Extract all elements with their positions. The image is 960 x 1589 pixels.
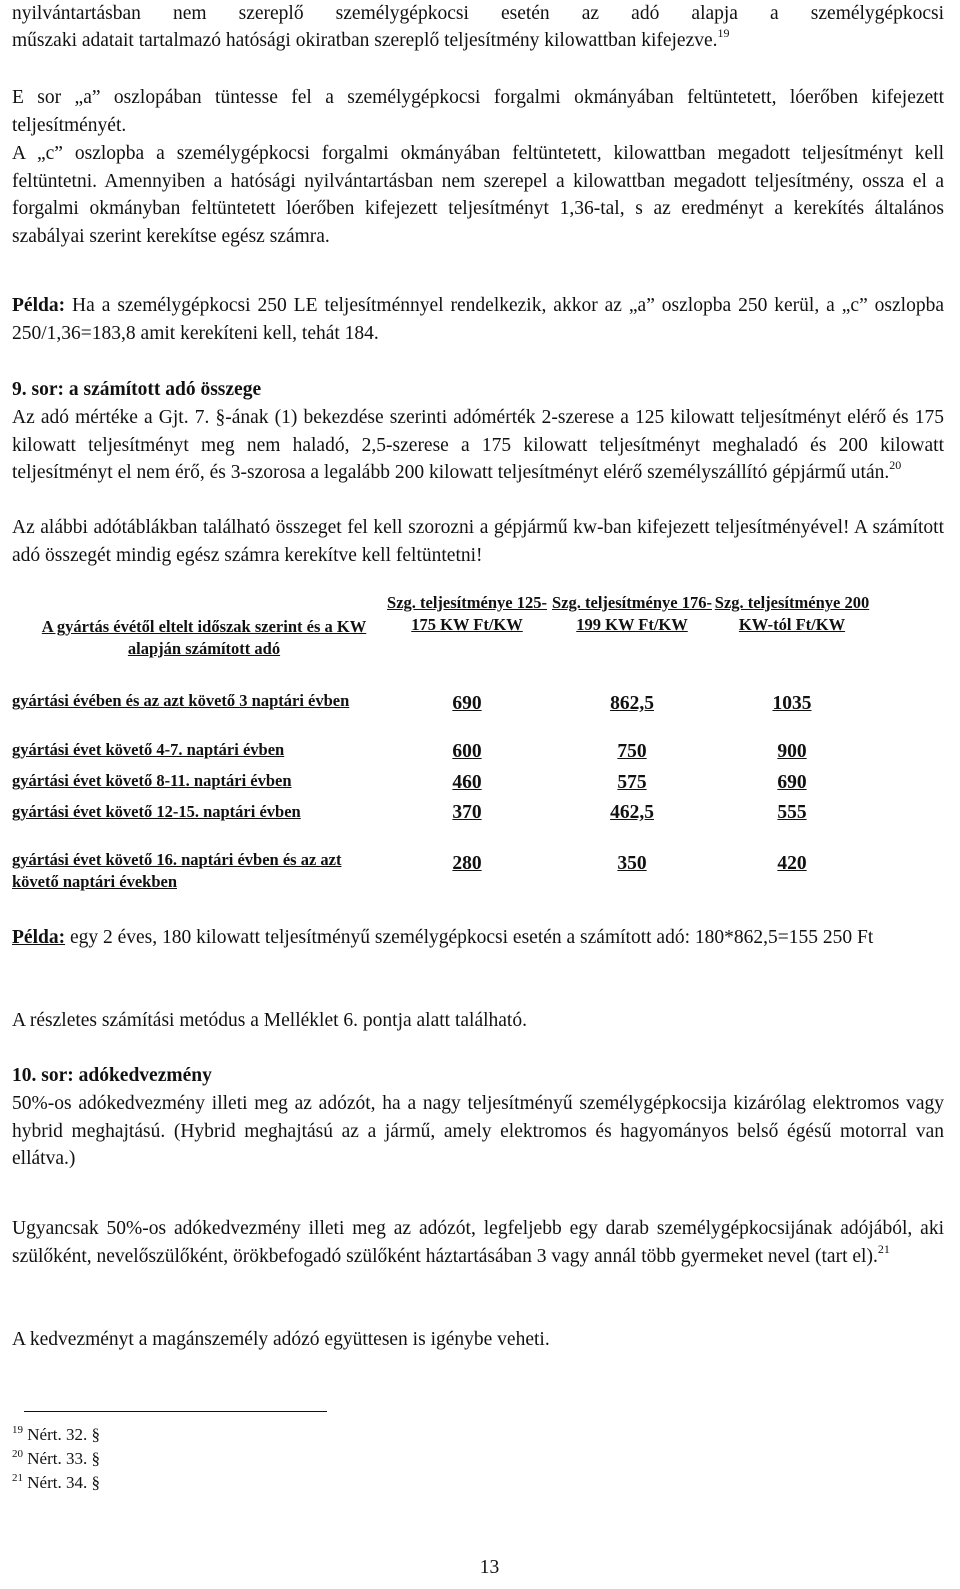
table-header-col-2: Szg. teljesítménye 176-199 KW Ft/KW [552, 593, 712, 634]
footnote-ref-21: 21 [877, 1241, 890, 1256]
section-9-heading: 9. sor: a számított adó összege [12, 379, 262, 400]
tax-table [12, 592, 944, 891]
table-cell: 420 [777, 853, 807, 874]
table-row-label: gyártási évet követő 16. naptári évben és az azt követő naptári években [12, 850, 342, 891]
table-header-period: A gyártás évétől eltelt időszak szerint és a KW alapján számított adó [41, 617, 367, 658]
footnote-20 [12, 1448, 100, 1470]
method-note: A részletes számítási metódus a Melléklet 6. pontja alatt található. [12, 1010, 527, 1031]
section-10-para-3: A kedvezményt a magánszemély adózó együttesen is igénybe veheti. [12, 1329, 550, 1350]
table-cell: 1035 [772, 693, 812, 714]
table-header-col-3: Szg. teljesítménye 200 KW-tól Ft/KW [714, 593, 870, 634]
footnote-19 [12, 1424, 100, 1446]
table-row-label: gyártási évet követő 12-15. naptári évben [12, 802, 301, 821]
table-header-col-1: Szg. teljesítménye 125-175 KW Ft/KW [387, 593, 547, 634]
paragraph-column-a: E sor „a” oszlopában tüntesse fel a személygépkocsi forgalmi okmányában feltüntetett, lóerőben kifejezett teljesítményét. [12, 87, 944, 136]
section-10-heading: 10. sor: adókedvezmény [12, 1065, 212, 1086]
example-1-text: Ha a személygépkocsi 250 LE teljesítménnyel rendelkezik, akkor az „a” oszlopba 250 kerül, a „c” oszlopba 250/1,36=183,8 amit kerekíteni kell, tehát 184. [12, 295, 944, 344]
table-cell: 460 [452, 772, 482, 793]
table-row-label: gyártási évet követő 8-11. naptári évben [12, 771, 292, 790]
example-2-label: Példa: [12, 927, 66, 948]
table-cell: 690 [777, 772, 807, 793]
footnote-text: Nért. 33. § [23, 1449, 100, 1468]
footnote-text: Nért. 34. § [23, 1473, 100, 1492]
section-10-para-1: 50%-os adókedvezmény illeti meg az adózót, ha a nagy teljesítményű személygépkocsija kizárólag elektromos vagy hybrid meghajtású. (Hybrid meghajtású az a jármű, amely elektromos és hagyományos belső égésű motorral van ellátva.) [12, 1093, 944, 1169]
table-cell: 370 [452, 802, 482, 823]
footnote-number: 19 [12, 1424, 23, 1436]
section-9-note: Az alábbi adótáblákban található összeget fel kell szorozni a gépjármű kw-ban kifejezett teljesítményével! A számított adó összegét mindig egész számra kerekítve kell feltüntetni! [12, 517, 944, 566]
table-cell: 462,5 [610, 802, 654, 823]
section-10-para-2 [12, 1215, 944, 1270]
footnote-divider [24, 1411, 327, 1412]
table-cell: 280 [452, 853, 482, 874]
table-row-label: gyártási évében és az azt követő 3 naptári évben [12, 691, 350, 710]
footnote-ref-20: 20 [889, 458, 902, 472]
table-cell: 350 [617, 853, 647, 874]
footnote-21 [12, 1472, 100, 1494]
example-1-label: Példa: [12, 295, 66, 316]
intro-line-1: nyilvántartásban nem szereplő személygépkocsi esetén az adó alapja a személygépkocsi [12, 3, 944, 24]
table-cell: 690 [452, 693, 482, 714]
section-9-text [12, 404, 944, 487]
table-cell: 862,5 [610, 693, 654, 714]
table-cell: 555 [777, 802, 807, 823]
paragraph-column-c: A „c” oszlopba a személygépkocsi forgalmi okmányában feltüntetett, kilowattban megadott teljesítményt kell feltüntetni. Amennyiben a hatósági nyilvántartásban nem szerepel a kilowattban megadott teljesítmény, ossza el a forgalmi okmányban feltüntetett lóerőben kifejezett teljesítményt 1,36-tal, s az eredményt a kerekítés általános szabályai szerint kerekítse egész számra. [12, 143, 944, 247]
section-10-para-2-text: Ugyancsak 50%-os adókedvezmény illeti meg az adózót, legfeljebb egy darab személygépkocsijának adójából, aki szülőként, nevelőszülőként, örökbefogadó szülőként háztartásában 3 vagy annál több gyermeket nevel (tart el). [12, 1218, 944, 1267]
page-number: 13 [479, 1557, 500, 1578]
footnote-ref-19: 19 [717, 26, 730, 40]
intro-line-2-text: műszaki adatait tartalmazó hatósági okiratban szereplő teljesítmény kilowattban kifejezve. [12, 30, 718, 51]
footnote-number: 21 [12, 1472, 23, 1484]
footnote-number: 20 [12, 1448, 23, 1460]
table-cell: 900 [777, 741, 807, 762]
table-cell: 575 [617, 772, 647, 793]
section-9-body: Az adó mértéke a Gjt. 7. §-ának (1) bekezdése szerinti adómérték 2-szerese a 125 kilowatt teljesítményt elérő és 175 kilowatt teljesítményt meg nem haladó, 2,5-szerese a 175 kilowatt teljesítményt meghaladó és 200 kilowatt teljesítményt el nem érő, és 3-szorosa a legalább 200 kilowatt teljesítményt elérő személyszállító gépjármű után. [12, 407, 944, 483]
example-2-text: egy 2 éves, 180 kilowatt teljesítményű személygépkocsi esetén a számított adó: 180*862,5=155 250 Ft [65, 927, 874, 948]
table-row-label: gyártási évet követő 4-7. naptári évben [12, 740, 285, 759]
intro-line-2 [12, 27, 944, 55]
footnote-text: Nért. 32. § [23, 1425, 100, 1444]
example-2 [12, 924, 944, 952]
table-cell: 600 [452, 741, 482, 762]
example-1 [12, 292, 944, 347]
table-cell: 750 [617, 741, 647, 762]
